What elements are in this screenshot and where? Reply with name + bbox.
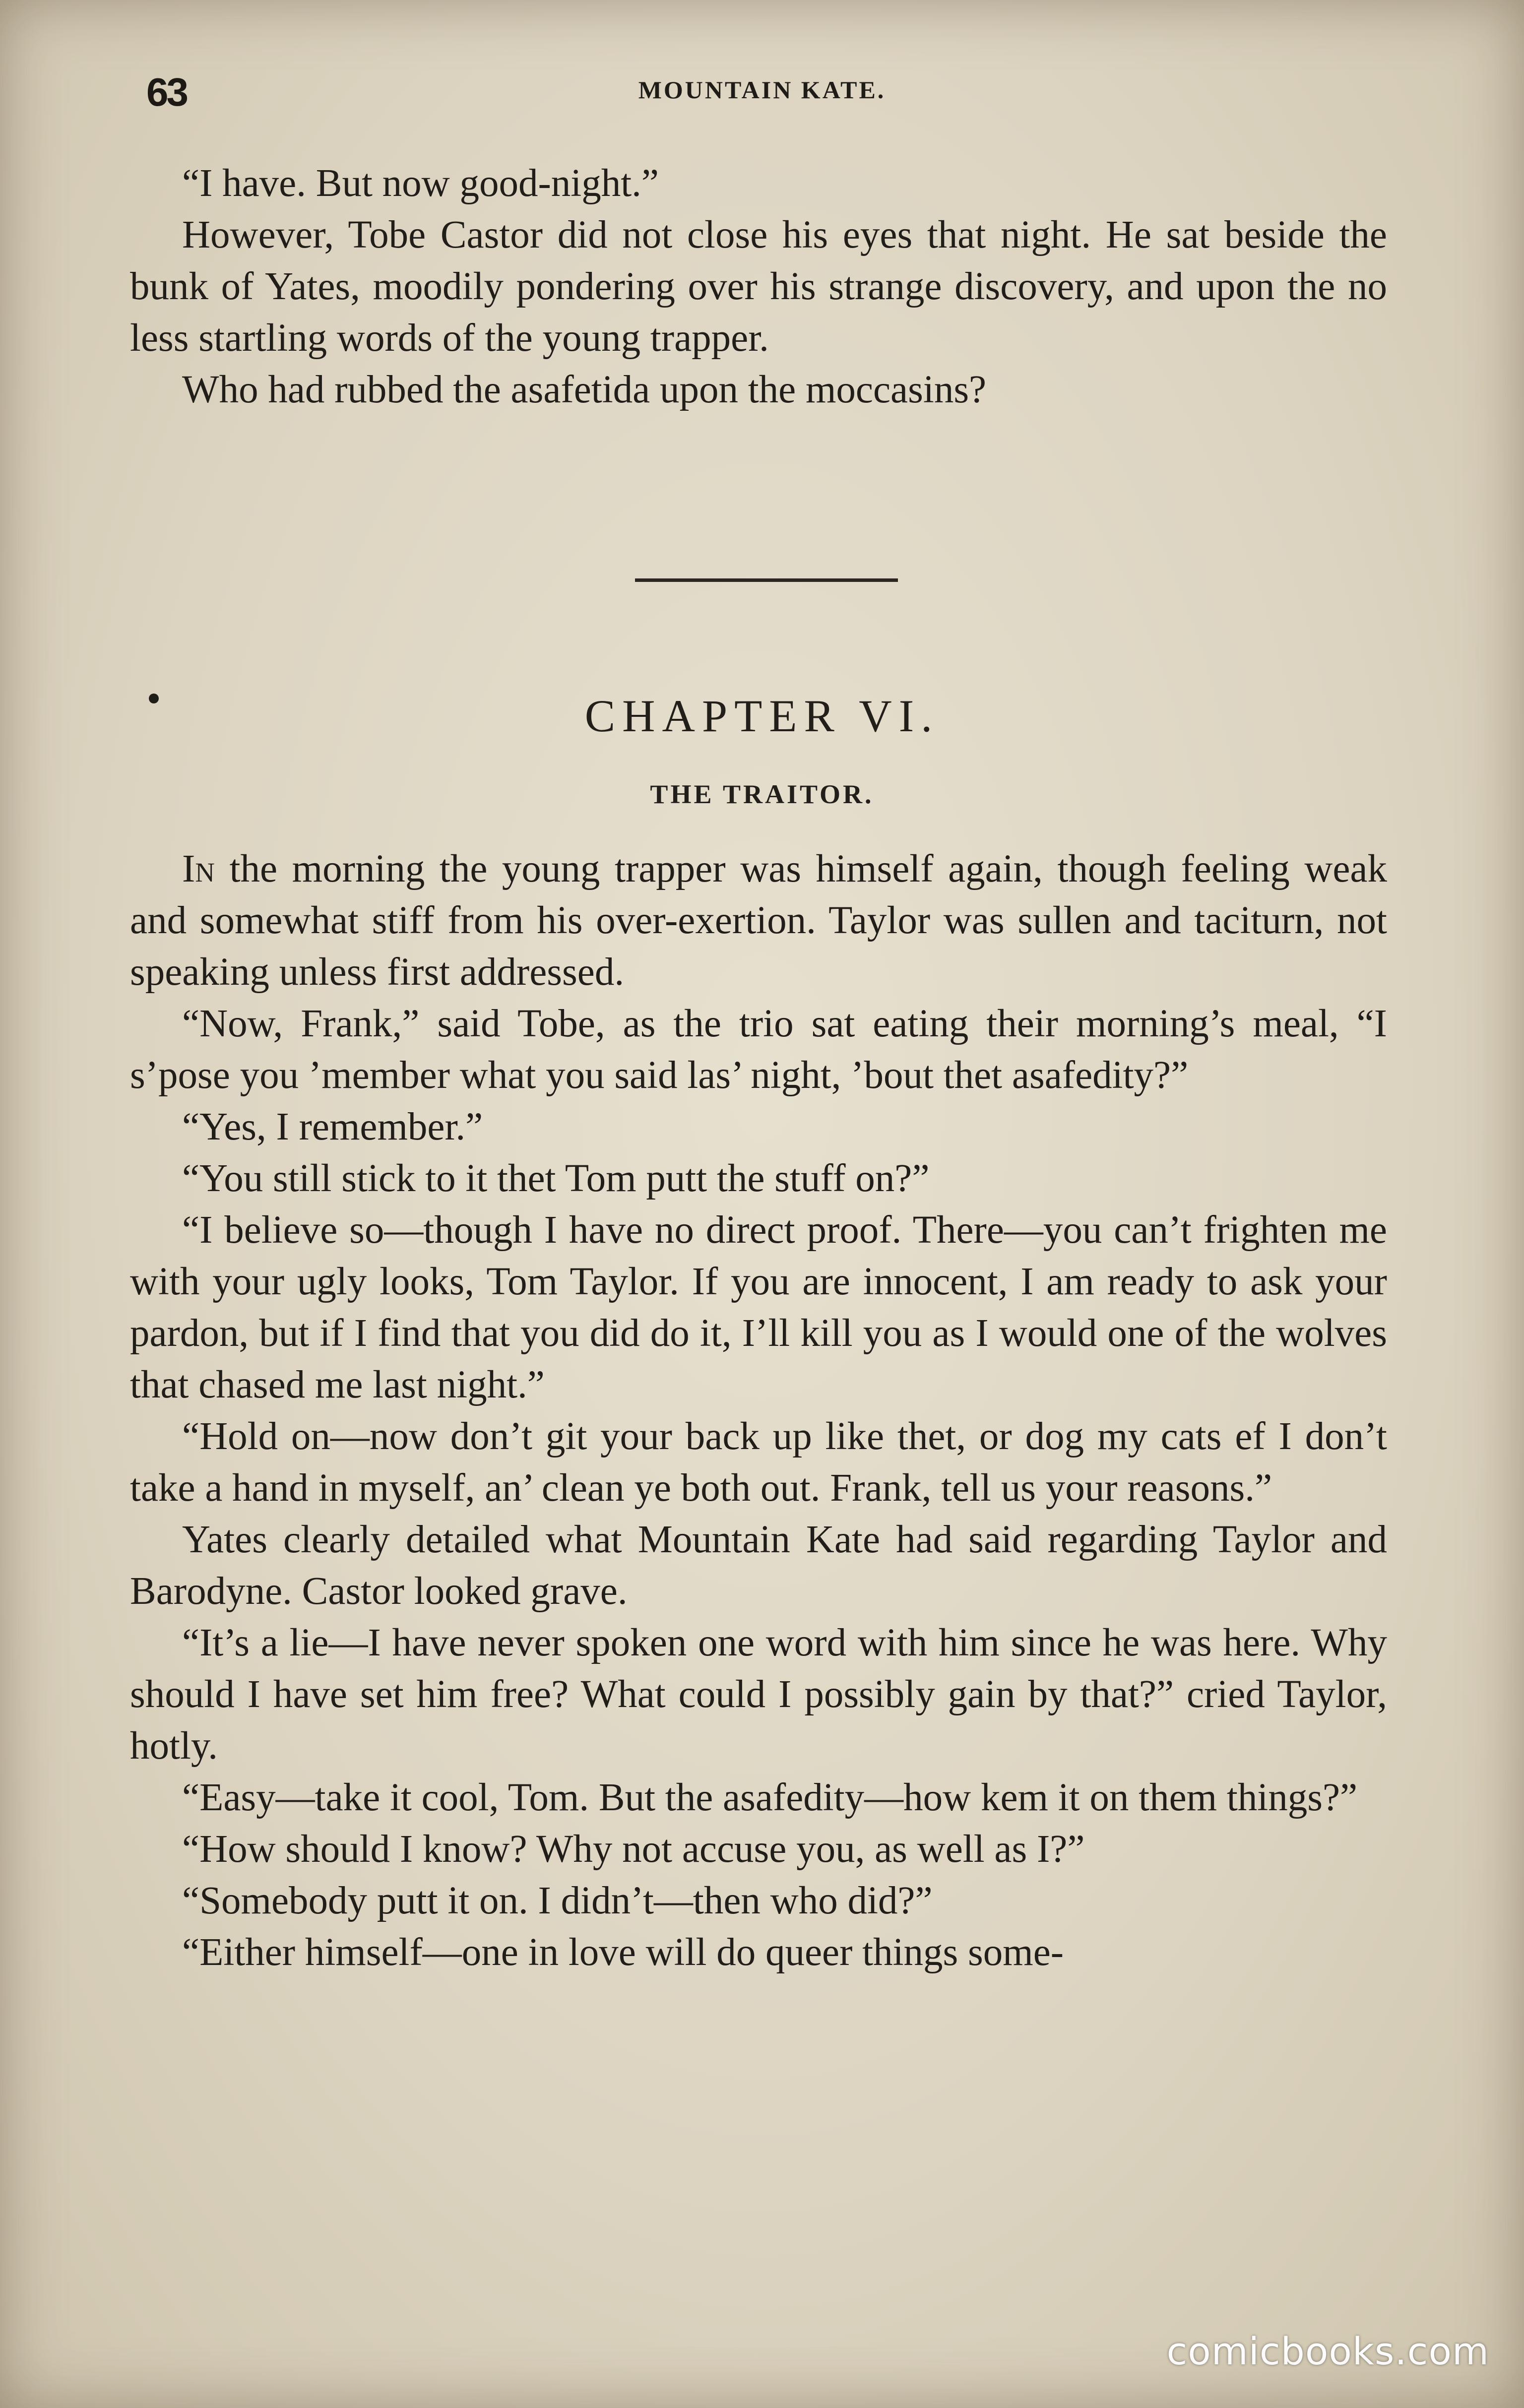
paragraph: “How should I know? Why not accuse you, as well as I?”	[182, 1828, 1085, 1871]
paragraph: “I believe so—though I have no direct proof. There—you can’t frighten me with your ugly looks, Tom Taylor. If you are innocent, I am ready to ask your pardon, but if I find that you did do it, I’ll kill you as I would one of the wolves that chased me last night.”	[130, 1208, 1387, 1406]
opening-word: In	[182, 847, 215, 890]
site-watermark: comicbooks.com	[1166, 2329, 1489, 2373]
paragraph: Yates clearly detailed what Mountain Kate had said regarding Taylor and Barodyne. Castor looked grave.	[130, 1518, 1387, 1613]
chapter-heading: CHAPTER VI.	[584, 691, 940, 741]
paragraph: “Either himself—one in love will do queer things some-	[182, 1931, 1064, 1974]
paragraph: “Easy—take it cool, Tom. But the asafedity—how kem it on them things?”	[182, 1776, 1358, 1819]
opening-paragraph-text: the morning the young trapper was himself again, though feeling weak and somewhat stiff from his over-exertion. Taylor was sullen and taciturn, not speaking unless first addressed.	[130, 847, 1387, 994]
previous-chapter-ending	[130, 158, 1387, 416]
paragraph: “Somebody putt it on. I didn’t—then who did?”	[182, 1879, 933, 1922]
section-divider-rule	[635, 578, 898, 582]
running-head	[119, 69, 1405, 119]
paragraph: “I have. But now good-night.”	[182, 162, 659, 205]
paragraph: “It’s a lie—I have never spoken one word with him since he was here. Why should I have set him free? What could I possibly gain by that?” cried Taylor, hotly.	[130, 1621, 1387, 1768]
paragraph: “Now, Frank,” said Tobe, as the trio sat eating their morning’s meal, “I s’pose you ’member what you said las’ night, ’bout thet asafedity?”	[130, 1002, 1387, 1097]
chapter-subtitle: THE TRAITOR.	[650, 779, 874, 809]
page-number: 63	[146, 70, 187, 114]
paragraph: Who had rubbed the asafetida upon the moccasins?	[182, 368, 987, 411]
paragraph: “Hold on—now don’t git your back up like thet, or dog my cats ef I don’t take a hand in myself, an’ clean ye both out. Frank, tell us your reasons.”	[130, 1415, 1387, 1510]
chapter-body	[130, 843, 1387, 1978]
paragraph: “Yes, I remember.”	[182, 1105, 483, 1148]
opening-paragraph	[130, 843, 1387, 998]
paragraph: However, Tobe Castor did not close his eyes that night. He sat beside the bunk of Yates, moodily pondering over his strange discovery, and upon the no less startling words of the young trapper.	[130, 213, 1387, 360]
running-title: MOUNTAIN KATE.	[638, 76, 886, 104]
paragraph: “You still stick to it thet Tom putt the stuff on?”	[182, 1157, 930, 1200]
